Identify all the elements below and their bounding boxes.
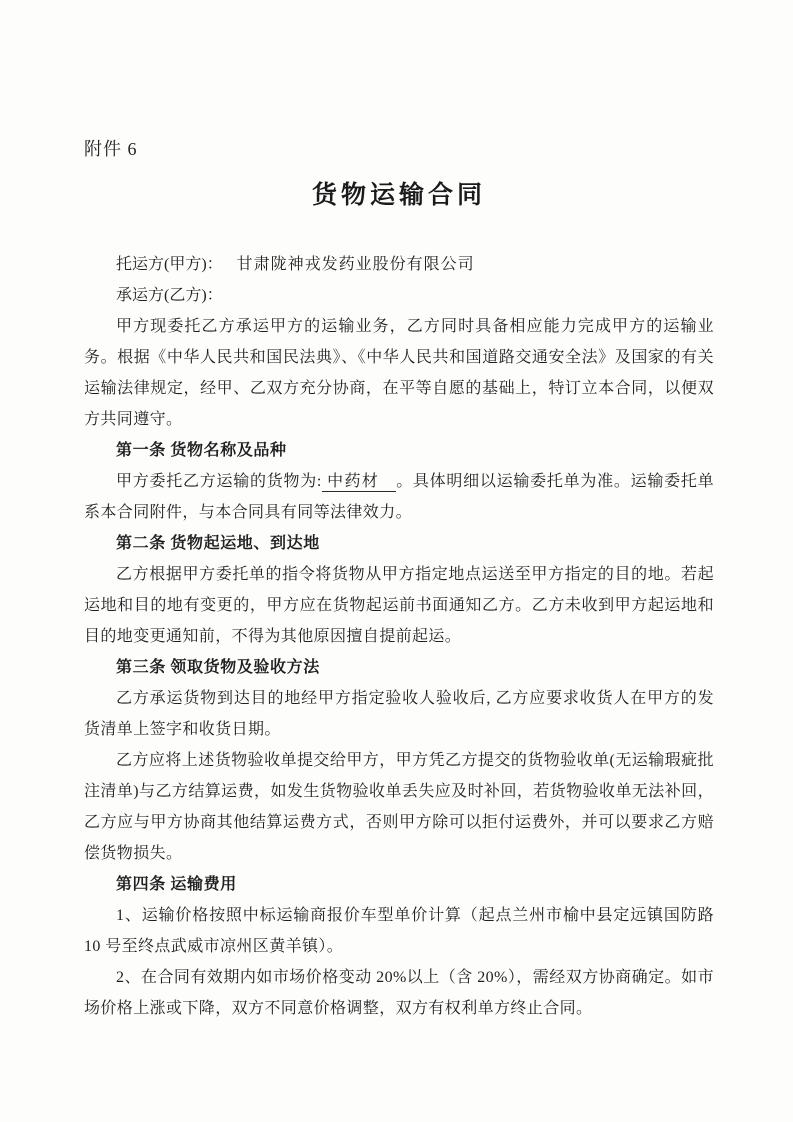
- shipper-label: 托运方(甲方)：: [116, 256, 223, 273]
- shipper-line: [84, 249, 714, 280]
- article-1-text-prefix: 甲方委托乙方运输的货物为:: [116, 473, 322, 490]
- article-3-paragraph-1: 乙方承运货物到达目的地经甲方指定验收人验收后, 乙方应要求收货人在甲方的发货清单上签字和收货日期。: [84, 690, 714, 738]
- article-4-item-1: 1、运输价格按照中标运输商报价车型单价计算（起点兰州市榆中县定远镇国防路10 号至终点武威市凉州区黄羊镇）。: [84, 907, 714, 955]
- article-4-heading: 第四条 运输费用: [116, 876, 237, 893]
- parties-section: [84, 249, 714, 311]
- preamble-paragraph: 甲方现委托乙方承运甲方的运输业务，乙方同时具备相应能力完成甲方的运输业务。根据《中华人民共和国民法典》、《中华人民共和国道路交通安全法》及国家的有关运输法律规定，经甲、乙双方充分协商，在平等自愿的基础上，特订立本合同，以便双方共同遵守。: [84, 318, 714, 428]
- article-1-paragraph-1: [84, 466, 714, 528]
- carrier-label: 承运方(乙方)：: [116, 287, 223, 304]
- document-title: 货物运输合同: [311, 182, 486, 209]
- page-content: [84, 136, 714, 1024]
- contract-body: [84, 311, 714, 1024]
- article-3-paragraph-2: 乙方应将上述货物验收单提交给甲方，甲方凭乙方提交的货物验收单(无运输瑕疵批注清单)与乙方结算运费，如发生货物验收单丢失应及时补回，若货物验收单无法补回，乙方应与甲方协商其他结算运费方式，否则甲方除可以拒付运费外，并可以要求乙方赔偿货物损失。: [84, 752, 714, 862]
- article-3-heading: 第三条 领取货物及验收方法: [116, 659, 320, 676]
- attachment-label: 附件 6: [84, 139, 138, 159]
- article-1-heading: 第一条 货物名称及品种: [116, 442, 287, 459]
- article-2-heading: 第二条 货物起运地、到达地: [116, 535, 320, 552]
- goods-name-underlined-value: 中药材: [322, 473, 396, 492]
- carrier-line: [84, 280, 714, 311]
- shipper-value: 甘肃陇神戎发药业股份有限公司: [236, 256, 475, 273]
- article-1-text-suffix: 。具体明细以运输委托单为准。运输委托单系本合同附件，与本合同具有同等法律效力。: [84, 473, 714, 521]
- article-2-paragraph-1: 乙方根据甲方委托单的指令将货物从甲方指定地点运送至甲方指定的目的地。若起运地和目的地有变更的，甲方应在货物起运前书面通知乙方。乙方未收到甲方起运地和目的地变更通知前，不得为其他原因擅自提前起运。: [84, 566, 714, 645]
- article-4-item-2: 2、在合同有效期内如市场价格变动 20%以上（含 20%），需经双方协商确定。如市场价格上涨或下降，双方不同意价格调整，双方有权利单方终止合同。: [84, 969, 714, 1017]
